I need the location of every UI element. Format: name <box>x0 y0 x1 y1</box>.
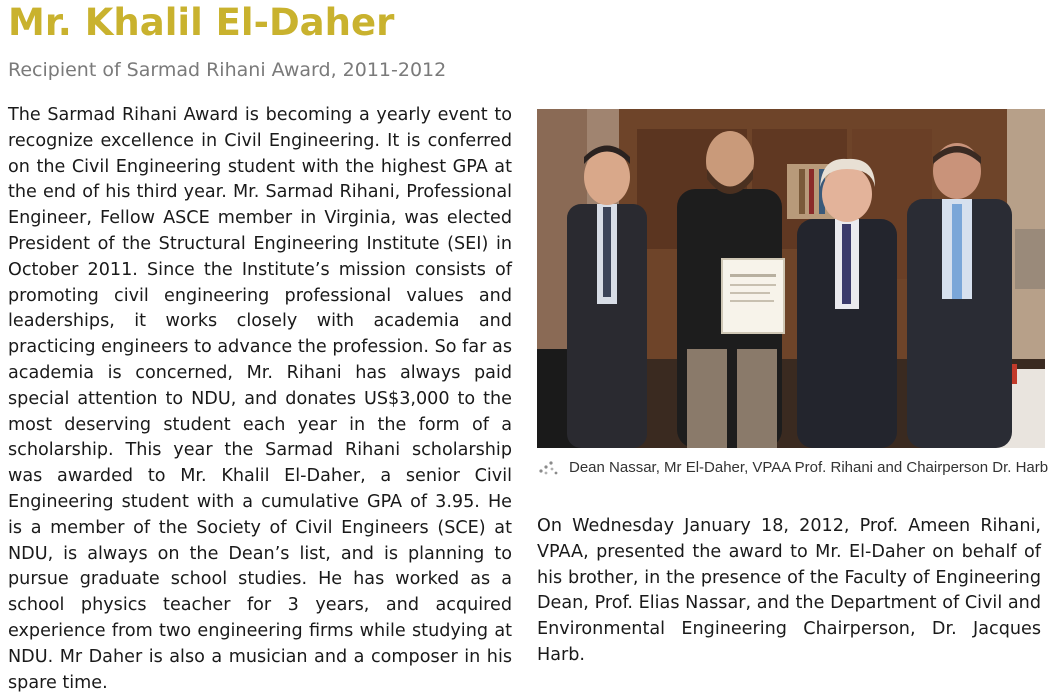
dots-icon <box>537 460 559 476</box>
article-body-right: On Wednesday January 18, 2012, Prof. Ameen Rihani, VPAA, presented the award to Mr. El-Daher on behalf of his brother, in the presence of the Faculty of Engineering Dean, Prof. Elias Nassar, and the Department of Civil and Environmental Engineering Chairperson, Dr. Jacques Harb. <box>537 516 1041 665</box>
article-subtitle: Recipient of Sarmad Rihani Award, 2011-2012 <box>8 59 447 81</box>
photo-caption <box>537 458 1047 480</box>
award-photo <box>537 109 1045 448</box>
photo-caption-text: Dean Nassar, Mr El-Daher, VPAA Prof. Rihani and Chairperson Dr. Harb <box>569 459 1049 476</box>
article-body-left: The Sarmad Rihani Award is becoming a yearly event to recognize excellence in Civil Engineering. It is conferred on the Civil Engineering student with the highest GPA at the end of his third year. Mr. Sarmad Rihani, Professional Engineer, Fellow ASCE member in Virginia, was elected President of the Structural Engineering Institute (SEI) in October 2011. Since the Institute’s mission consists of promoting civil engineering professional values and leaderships, it works closely with academia and practicing engineers to advance the profession. So far as academia is concerned, Mr. Rihani has always paid special attention to NDU, and donates US$3,000 to the most deserving student each year in the form of a scholarship. This year the Sarmad Rihani scholarship was awarded to Mr. Khalil El-Daher, a senior Civil Engineering student with a cumulative GPA of 3.95. He is a member of the Society of Civil Engineers (SCE) at NDU, is always on the Dean’s list, and is planning to pursue graduate school studies. He has worked as a school physics teacher for 3 years, and acquired experience from two engineering firms while studying at NDU. Mr Daher is also a musician and a composer in his spare time. <box>8 105 512 693</box>
article-title: Mr. Khalil El-Daher <box>8 1 395 44</box>
